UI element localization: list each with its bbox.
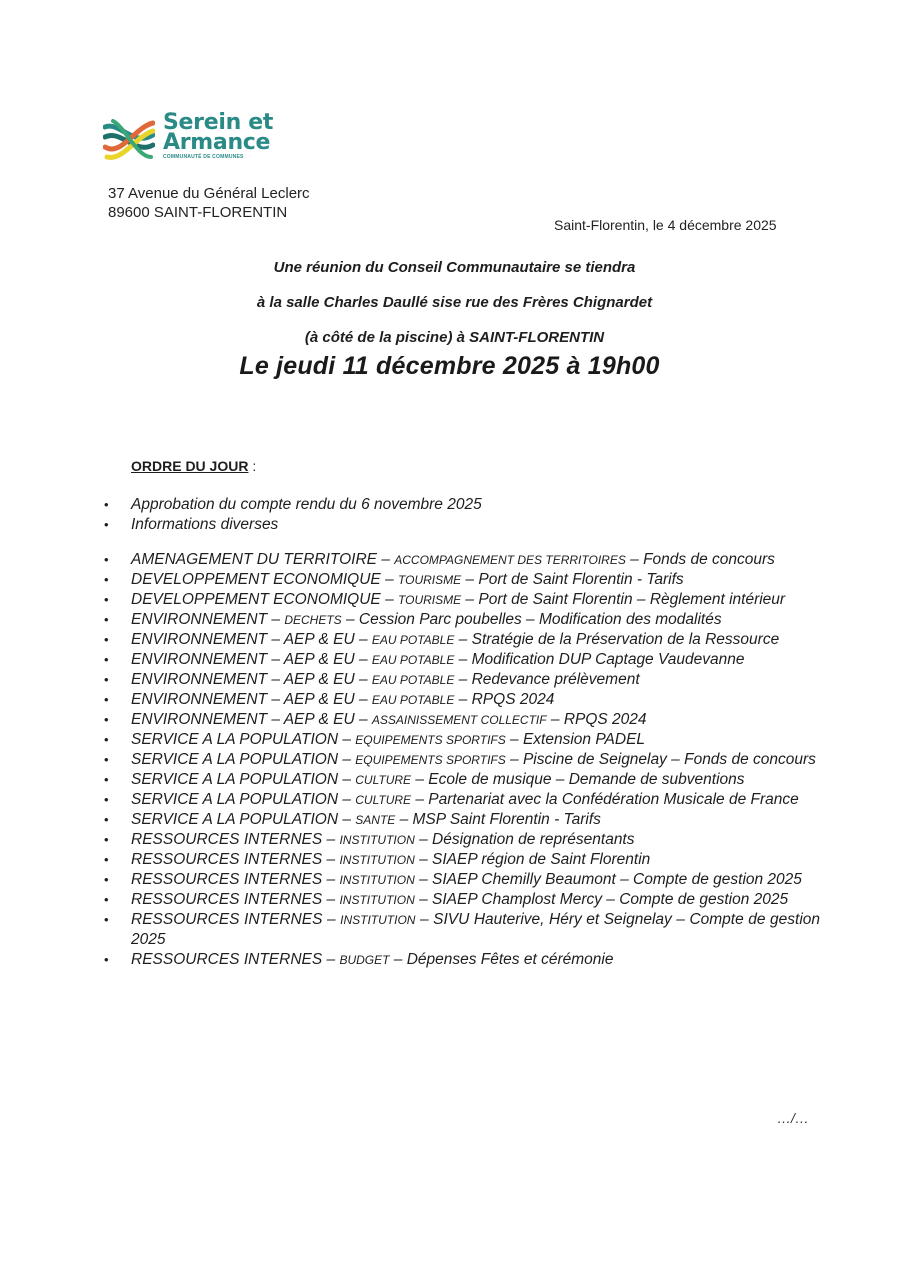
logo-weave-icon — [103, 117, 155, 163]
agenda-items-list — [104, 550, 820, 970]
bullet-icon: • — [104, 772, 109, 787]
agenda-item-subject: RPQS 2024 — [471, 691, 555, 708]
agenda-item-subdomain: CULTURE — [355, 793, 412, 807]
agenda-item-subdomain: INSTITUTION — [339, 873, 415, 887]
agenda-item-subdomain: CULTURE — [355, 773, 412, 787]
agenda-item-domain: ENVIRONNEMENT – AEP & EU — [131, 651, 355, 668]
agenda-item-subdomain: EAU POTABLE — [371, 653, 455, 667]
bullet-icon: • — [104, 852, 109, 867]
agenda-item-subdomain: DECHETS — [284, 613, 342, 627]
agenda-item: • SERVICE A LA POPULATION – EQUIPEMENTS SPORTIFS – Extension PADEL — [104, 731, 646, 748]
agenda-item-subdomain: INSTITUTION — [339, 833, 415, 847]
agenda-item-domain: SERVICE A LA POPULATION — [131, 731, 339, 748]
bullet-icon: • — [104, 952, 109, 967]
agenda-item-subdomain: EAU POTABLE — [371, 693, 455, 707]
sender-address — [108, 184, 310, 222]
bullet-icon: • — [104, 892, 109, 907]
announcement-line-1: Une réunion du Conseil Communautaire se tiendra — [273, 259, 636, 276]
announcement-line-2: à la salle Charles Daullé sise rue des Frères Chignardet — [256, 294, 653, 311]
agenda-item-subject: Ecole de musique – Demande de subventions — [428, 771, 745, 788]
agenda-item-domain: DEVELOPPEMENT ECONOMIQUE — [131, 591, 381, 608]
agenda-item-domain: ENVIRONNEMENT – AEP & EU — [131, 671, 355, 688]
bullet-icon: • — [104, 732, 109, 747]
agenda-item-subject: Cession Parc poubelles – Modification des modalités — [358, 611, 722, 628]
agenda-item: • SERVICE A LA POPULATION – CULTURE – Partenariat avec la Confédération Musicale de France — [104, 791, 799, 808]
agenda-item-subject: Partenariat avec la Confédération Musicale de France — [428, 791, 799, 808]
agenda-item: • SERVICE A LA POPULATION – CULTURE – Ecole de musique – Demande de subventions — [104, 771, 745, 788]
agenda-item-subdomain: INSTITUTION — [340, 913, 416, 927]
agenda-item: • RESSOURCES INTERNES – BUDGET – Dépenses Fêtes et cérémonie — [104, 951, 614, 968]
bullet-icon: • — [104, 672, 109, 687]
agenda-item: • DEVELOPPEMENT ECONOMIQUE – TOURISME – Port de Saint Florentin - Tarifs — [104, 571, 684, 588]
agenda-item-subject: RPQS 2024 — [563, 711, 647, 728]
meeting-announcement — [0, 258, 899, 363]
announcement-line-3: (à côté de la piscine) à SAINT-FLORENTIN — [304, 329, 605, 346]
agenda-item-subdomain: SANTE — [355, 813, 396, 827]
agenda-item-subdomain: TOURISME — [398, 593, 462, 607]
agenda-item-domain: DEVELOPPEMENT ECONOMIQUE — [131, 571, 381, 588]
agenda-item-subject: Redevance prélèvement — [471, 671, 640, 688]
agenda-item-subject: Port de Saint Florentin - Tarifs — [478, 571, 684, 588]
agenda-item-subdomain: INSTITUTION — [339, 893, 415, 907]
list-item: • Informations diverses — [104, 516, 279, 533]
agenda-title: ORDRE DU JOUR — [131, 458, 249, 474]
agenda-item-domain: ENVIRONNEMENT – AEP & EU — [131, 691, 355, 708]
agenda-item: • RESSOURCES INTERNES – INSTITUTION – Désignation de représentants — [104, 831, 635, 848]
meeting-date: Le jeudi 11 décembre 2025 à 19h00 — [239, 352, 660, 380]
agenda-item: • ENVIRONNEMENT – AEP & EU – EAU POTABLE – Redevance prélèvement — [104, 671, 640, 688]
agenda-item-subject: Dépenses Fêtes et cérémonie — [406, 951, 614, 968]
agenda-item: • RESSOURCES INTERNES – INSTITUTION – SIVU Hauterive, Héry et Seignelay – Compte de gestion 2025 — [104, 911, 821, 948]
logo-subtitle: COMMUNAUTÉ DE COMMUNES — [163, 154, 244, 160]
continuation-mark: …/… — [777, 1110, 809, 1126]
agenda-item-subdomain: ACCOMPAGNEMENT DES TERRITOIRES — [394, 553, 626, 567]
agenda-item: • ENVIRONNEMENT – DECHETS – Cession Parc poubelles – Modification des modalités — [104, 611, 722, 628]
agenda-item-domain: SERVICE A LA POPULATION — [131, 791, 339, 808]
agenda-preliminary-list — [104, 495, 820, 535]
agenda-item-subdomain: INSTITUTION — [339, 853, 415, 867]
agenda-item-domain: SERVICE A LA POPULATION — [131, 811, 339, 828]
agenda-item-domain: RESSOURCES INTERNES — [131, 891, 323, 908]
logo-name-line1: Serein et — [163, 110, 274, 135]
agenda-item: • RESSOURCES INTERNES – INSTITUTION – SIAEP région de Saint Florentin — [104, 851, 651, 868]
agenda-item: • SERVICE A LA POPULATION – SANTE – MSP Saint Florentin - Tarifs — [104, 811, 601, 828]
agenda-item: • AMENAGEMENT DU TERRITOIRE – ACCOMPAGNEMENT DES TERRITOIRES – Fonds de concours — [104, 551, 775, 568]
bullet-icon: • — [104, 792, 109, 807]
agenda-item-subject: Stratégie de la Préservation de la Ressource — [471, 631, 780, 648]
agenda-item-domain: ENVIRONNEMENT – AEP & EU — [131, 711, 355, 728]
agenda-item-subdomain: EAU POTABLE — [371, 673, 455, 687]
agenda-item-subdomain: EQUIPEMENTS SPORTIFS — [355, 733, 506, 747]
bullet-icon: • — [104, 592, 109, 607]
agenda-item-domain: RESSOURCES INTERNES — [131, 851, 323, 868]
agenda-item-subject: SIVU Hauterive, Héry et Seignelay – Compte de gestion 2025 — [131, 911, 821, 948]
agenda-item: • RESSOURCES INTERNES – INSTITUTION – SIAEP Champlost Mercy – Compte de gestion 2025 — [104, 891, 789, 908]
bullet-icon: • — [104, 497, 109, 512]
logo — [103, 110, 293, 169]
agenda-item-subject: Désignation de représentants — [432, 831, 635, 848]
agenda-item-subdomain: TOURISME — [398, 573, 462, 587]
bullet-icon: • — [104, 517, 109, 532]
agenda-item: • SERVICE A LA POPULATION – EQUIPEMENTS SPORTIFS – Piscine de Seignelay – Fonds de concours — [104, 751, 816, 768]
list-item: • Approbation du compte rendu du 6 novembre 2025 — [104, 496, 482, 513]
letter-date: Saint-Florentin, le 4 décembre 2025 — [554, 217, 777, 233]
bullet-icon: • — [104, 912, 109, 927]
agenda-item-domain: SERVICE A LA POPULATION — [131, 751, 339, 768]
agenda-item-subject: SIAEP région de Saint Florentin — [432, 851, 651, 868]
bullet-icon: • — [104, 752, 109, 767]
agenda-item-subject: SIAEP Champlost Mercy – Compte de gestion 2025 — [432, 891, 789, 908]
agenda-item-domain: SERVICE A LA POPULATION — [131, 771, 339, 788]
bullet-icon: • — [104, 612, 109, 627]
agenda-item-subject: Piscine de Seignelay – Fonds de concours — [522, 751, 816, 768]
agenda-item-subject: SIAEP Chemilly Beaumont – Compte de gestion 2025 — [432, 871, 802, 888]
agenda-item-domain: RESSOURCES INTERNES — [131, 911, 323, 928]
agenda-item-subject: Modification DUP Captage Vaudevanne — [471, 651, 745, 668]
address-street: 37 Avenue du Général Leclerc — [108, 185, 310, 202]
logo-name-line2: Armance — [163, 130, 271, 155]
agenda-item-domain: AMENAGEMENT DU TERRITOIRE — [131, 551, 378, 568]
agenda-item-subject: MSP Saint Florentin - Tarifs — [412, 811, 601, 828]
agenda-item-subject: Fonds de concours — [643, 551, 775, 568]
agenda-item-subdomain: BUDGET — [339, 953, 390, 967]
agenda-item: • ENVIRONNEMENT – AEP & EU – EAU POTABLE – RPQS 2024 — [104, 691, 555, 708]
agenda-item-subject: Extension PADEL — [522, 731, 646, 748]
agenda-title-colon: : — [248, 458, 257, 474]
bullet-icon: • — [104, 712, 109, 727]
agenda-item: • RESSOURCES INTERNES – INSTITUTION – SIAEP Chemilly Beaumont – Compte de gestion 2025 — [104, 871, 802, 888]
agenda-item-subdomain: EAU POTABLE — [371, 633, 455, 647]
bullet-icon: • — [104, 572, 109, 587]
bullet-icon: • — [104, 832, 109, 847]
bullet-icon: • — [104, 652, 109, 667]
agenda-item: • ENVIRONNEMENT – AEP & EU – ASSAINISSEMENT COLLECTIF – RPQS 2024 — [104, 711, 647, 728]
bullet-icon: • — [104, 692, 109, 707]
agenda-item: • DEVELOPPEMENT ECONOMIQUE – TOURISME – Port de Saint Florentin – Règlement intérieur — [104, 591, 786, 608]
agenda-item-subject: Port de Saint Florentin – Règlement intérieur — [478, 591, 786, 608]
agenda-item-domain: RESSOURCES INTERNES — [131, 951, 323, 968]
agenda-item-subdomain: ASSAINISSEMENT COLLECTIF — [371, 713, 547, 727]
bullet-icon: • — [104, 632, 109, 647]
agenda-item-subdomain: EQUIPEMENTS SPORTIFS — [355, 753, 506, 767]
bullet-icon: • — [104, 552, 109, 567]
agenda-item-domain: ENVIRONNEMENT — [131, 611, 268, 628]
bullet-icon: • — [104, 812, 109, 827]
agenda-item-domain: ENVIRONNEMENT – AEP & EU — [131, 631, 355, 648]
agenda-item: • ENVIRONNEMENT – AEP & EU – EAU POTABLE – Stratégie de la Préservation de la Ressource — [104, 631, 780, 648]
agenda-item: • ENVIRONNEMENT – AEP & EU – EAU POTABLE – Modification DUP Captage Vaudevanne — [104, 651, 745, 668]
address-city: 89600 SAINT-FLORENTIN — [108, 204, 288, 221]
agenda-heading — [131, 458, 256, 474]
agenda-item-domain: RESSOURCES INTERNES — [131, 831, 323, 848]
bullet-icon: • — [104, 872, 109, 887]
agenda-item-domain: RESSOURCES INTERNES — [131, 871, 323, 888]
